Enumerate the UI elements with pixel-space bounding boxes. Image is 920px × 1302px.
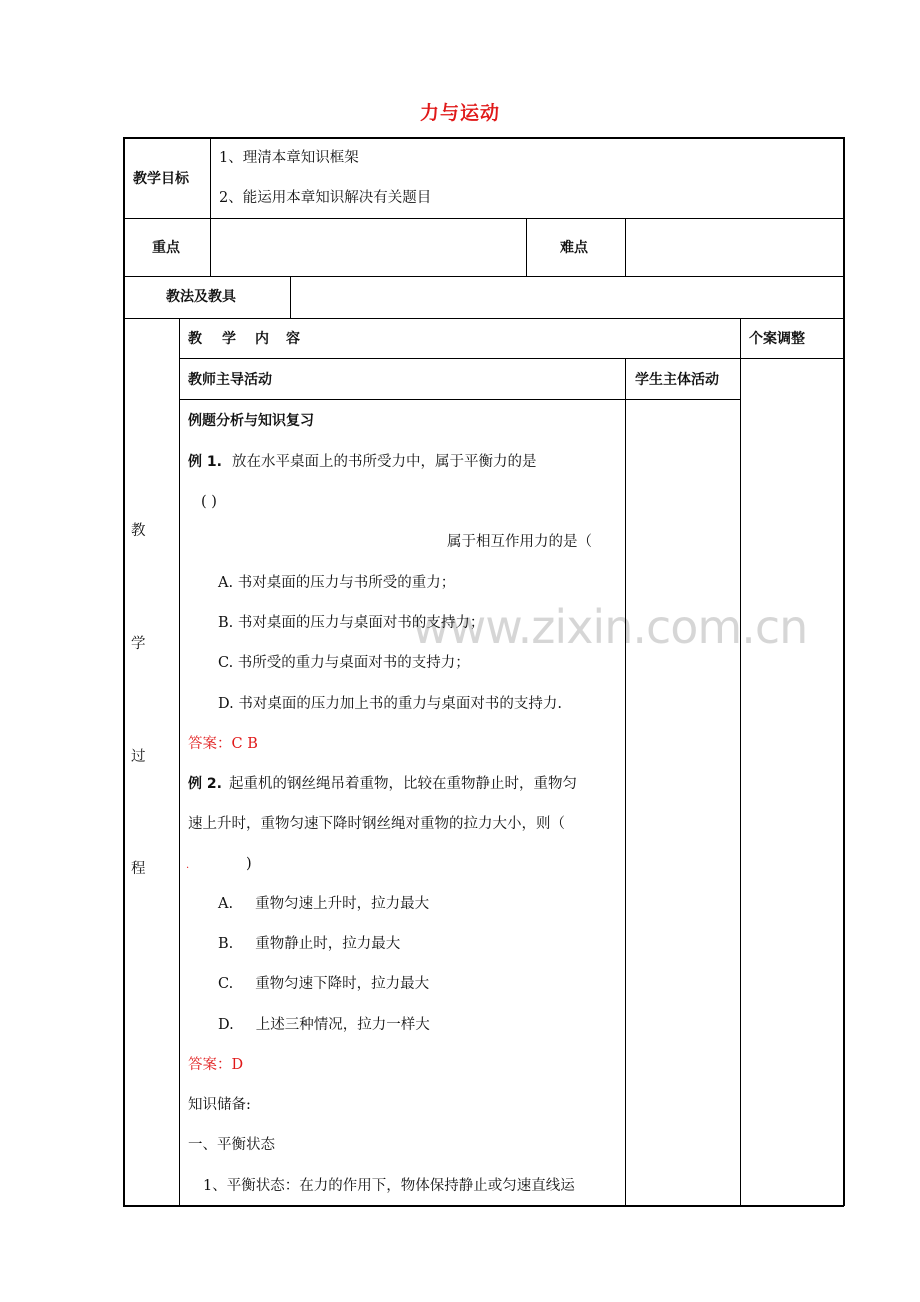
option-text: 重物静止时，拉力最大 (255, 936, 401, 952)
process-label-char-3: 过 (131, 749, 146, 765)
option-letter: C. (218, 976, 234, 992)
example-2-question-line-2: 速上升时，重物匀速下降时钢丝绳对重物的拉力大小，则（ (188, 816, 565, 832)
section-1-heading: 一、平衡状态 (188, 1137, 275, 1153)
adjust-header: 个案调整 (749, 331, 805, 347)
content-header-char-3: 内 (255, 331, 269, 347)
example-2-blank-close: ) (246, 856, 252, 872)
example-2-option-d (218, 1016, 430, 1034)
section-title: 例题分析与知识复习 (188, 413, 314, 429)
example-2-answer: 答案：D (188, 1057, 244, 1073)
option-letter: B. (218, 936, 234, 952)
example-1-question-2: 属于相互作用力的是（ (447, 534, 592, 550)
objective-1: 1、理清本章知识框架 (219, 150, 359, 166)
example-2-question-line-1: 起重机的钢丝绳吊着重物，比较在重物静止时，重物匀 (229, 776, 577, 792)
content-header-char-2: 学 (222, 331, 236, 347)
example-2-blank-dot: . (186, 860, 190, 871)
example-1-label: 例 1. (188, 454, 222, 470)
example-1-answer: 答案：C B (188, 736, 258, 752)
watermark: www.zixin.com.cn (412, 600, 808, 654)
teacher-activity-header: 教师主导活动 (188, 372, 272, 388)
student-activity-header: 学生主体活动 (635, 372, 719, 388)
document-title: 力与运动 (419, 102, 500, 124)
option-letter: D. (218, 1017, 234, 1033)
item-1-text: 1、平衡状态：在力的作用下，物体保持静止或匀速直线运 (203, 1178, 575, 1194)
content-header-char-1: 教 (188, 331, 202, 347)
example-2-option-b (218, 935, 400, 953)
option-text: 重物匀速上升时，拉力最大 (255, 896, 430, 912)
example-1-option-b: B. 书对桌面的压力与桌面对书的支持力； (218, 615, 485, 631)
example-1-question: 放在水平桌面上的书所受力中，属于平衡力的是 (232, 454, 537, 470)
objectives-label: 教学目标 (133, 171, 189, 187)
key-point-label: 重点 (152, 240, 180, 256)
example-2-label: 例 2. (188, 776, 222, 792)
knowledge-label: 知识储备: (188, 1097, 251, 1113)
example-2-option-a (218, 895, 429, 913)
option-text: 重物匀速下降时，拉力最大 (255, 976, 430, 992)
methods-label: 教法及教具 (166, 289, 236, 305)
difficulty-label: 难点 (560, 240, 588, 256)
content-header-char-4: 容 (286, 331, 300, 347)
example-1-option-d: D. 书对桌面的压力加上书的重力与桌面对书的支持力. (218, 696, 562, 712)
process-label-char-2: 学 (131, 636, 146, 652)
example-1-blank: ( ) (201, 494, 217, 510)
process-label-char-4: 程 (131, 861, 146, 877)
process-label-char-1: 教 (131, 523, 146, 539)
example-2-option-c (218, 975, 429, 993)
objective-2: 2、能运用本章知识解决有关题目 (219, 190, 432, 206)
example-1-option-a: A. 书对桌面的压力与书所受的重力； (218, 575, 456, 591)
example-1-option-c: C. 书所受的重力与桌面对书的支持力； (218, 655, 470, 671)
option-text: 上述三种情况，拉力一样大 (255, 1017, 430, 1033)
option-letter: A. (218, 896, 234, 912)
